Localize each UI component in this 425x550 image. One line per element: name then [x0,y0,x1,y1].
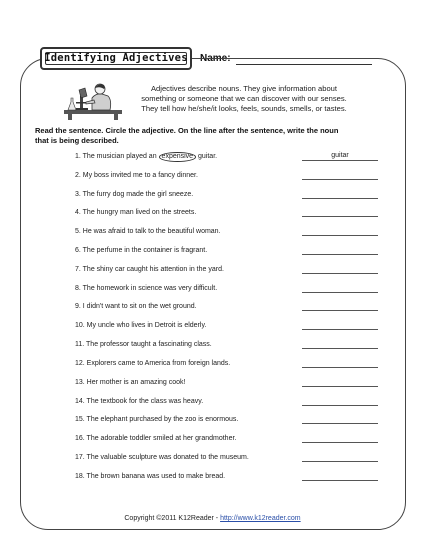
answer-line[interactable] [302,386,378,387]
sentence-9: 9. I didn't want to sit on the wet ground. [75,303,197,310]
worksheet-title: Identifying Adjectives [44,52,188,64]
sentence-2: 2. My boss invited me to a fancy dinner. [75,172,198,179]
answer-line[interactable] [302,405,378,406]
intro-line: something or someone that we can discover with our senses. [141,94,347,103]
sentence-7: 7. The shiny car caught his attention in the yard. [75,266,224,273]
answer-line[interactable] [302,198,378,199]
example-before: 1. The musician played an [75,153,159,160]
answer-line[interactable] [302,423,378,424]
instructions-line: that is being described. [35,136,119,145]
answer-line[interactable] [302,179,378,180]
sentence-13: 13. Her mother is an amazing cook! [75,379,186,386]
instructions [35,126,395,146]
sentence-15: 15. The elephant purchased by the zoo is enormous. [75,416,239,423]
intro-text [128,84,360,114]
copyright-text: Copyright ©2011 K12Reader - [124,515,221,522]
sentence-16: 16. The adorable toddler smiled at her grandmother. [75,435,237,442]
title-box [40,47,192,70]
answer-line[interactable] [302,461,378,462]
sentence-12: 12. Explorers came to America from foreign lands. [75,360,231,367]
sentence-14: 14. The textbook for the class was heavy. [75,398,204,405]
example-answer: guitar [331,152,349,159]
sentence-3: 3. The furry dog made the girl sneeze. [75,191,194,198]
answer-line[interactable] [302,235,378,236]
k12reader-link[interactable]: http://www.k12reader.com [220,515,301,522]
instructions-line: Read the sentence. Circle the adjective. On the line after the sentence, write the noun [35,126,339,135]
example-after: guitar. [196,153,218,160]
intro-line: Adjectives describe nouns. They give information about [150,84,337,93]
answer-line[interactable] [302,348,378,349]
name-label: Name: [200,53,231,64]
answer-line[interactable] [302,329,378,330]
sentence-5: 5. He was afraid to talk to the beautiful woman. [75,228,221,235]
answer-line[interactable] [302,480,378,481]
answer-line[interactable] [302,442,378,443]
sentence-18: 18. The brown banana was used to make bread. [75,473,226,480]
answer-line[interactable] [302,273,378,274]
sentence-11: 11. The professor taught a fascinating class. [75,341,212,348]
footer [0,515,425,522]
example-sentence [75,152,217,162]
answer-line[interactable] [302,254,378,255]
answer-line[interactable] [302,160,378,161]
answer-line[interactable] [302,367,378,368]
scientist-microscope-icon [62,80,124,120]
answer-line[interactable] [302,216,378,217]
answer-line[interactable] [302,292,378,293]
sentence-17: 17. The valuable sculpture was donated to the museum. [75,454,249,461]
sentence-6: 6. The perfume in the container is fragrant. [75,247,208,254]
sentence-8: 8. The homework in science was very difficult. [75,285,218,292]
sentence-4: 4. The hungry man lived on the streets. [75,209,197,216]
answer-line[interactable] [302,310,378,311]
circled-adjective: expensive [159,152,197,162]
sentence-10: 10. My uncle who lives in Detroit is elderly. [75,322,207,329]
intro-line: They tell how he/she/it looks, feels, sounds, smells, or tastes. [141,104,347,113]
